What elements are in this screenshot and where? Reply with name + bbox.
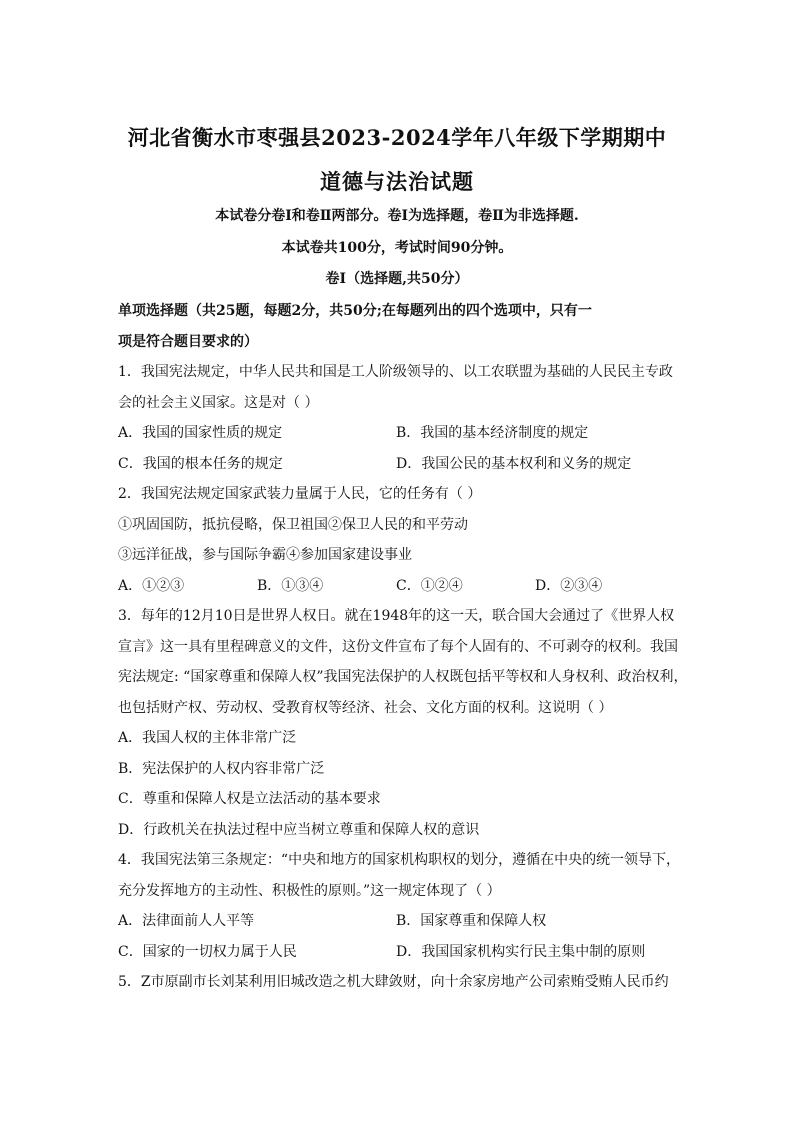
option-a: A．我国人权的主体非常广泛 (118, 730, 297, 746)
question-3 (118, 601, 688, 845)
question-stem: 也包括财产权、劳动权、受教育权等经济、社会、文化方面的权利。这说明（ ） (118, 699, 613, 716)
option-a: A．我国的国家性质的规定 (118, 425, 283, 441)
option-b: B．国家尊重和保障人权 (396, 913, 547, 929)
question-stem: 2．我国宪法规定国家武装力量属于人民，它的任务有（ ） (118, 486, 482, 502)
question-stem: 1．我国宪法规定，中华人民共和国是工人阶级领导的、以工农联盟为基础的人民民主专政 (118, 364, 673, 380)
question-statement: ③远洋征战，参与国际争霸④参加国家建设事业 (118, 547, 412, 563)
question-stem: 5．Z市原副市长刘某利用旧城改造之机大肆敛财，向十余家房地产公司索贿受贿人民币约 (118, 974, 669, 990)
option-b: B．①③④ (257, 577, 324, 594)
option-c: C．①②④ (396, 577, 463, 594)
exam-note-score-time: 本试卷共100分，考试时间90分钟。 (281, 240, 513, 256)
question-stem: 充分发挥地方的主动性、积极性的原则。”这一规定体现了（ ） (118, 882, 501, 899)
option-c: C．我国的根本任务的规定 (118, 455, 283, 472)
section-instruction: 单项选择题（共25题，每题2分，共50分;在每题列出的四个选项中，只有一 (118, 303, 592, 319)
option-a: A．法律面前人人平等 (118, 913, 255, 929)
option-d: D．行政机关在执法过程中应当树立尊重和保障人权的意识 (118, 821, 480, 838)
question-1 (118, 357, 688, 479)
part-one-heading: 卷Ⅰ（选择题,共50分） (325, 271, 469, 287)
question-5 (118, 967, 688, 998)
option-b: B．宪法保护的人权内容非常广泛 (118, 760, 325, 777)
exam-note-structure: 本试卷分卷Ⅰ和卷Ⅱ两部分。卷Ⅰ为选择题，卷Ⅱ为非选择题. (215, 208, 579, 224)
exam-content (118, 296, 688, 998)
option-c: C．国家的一切权力属于人民 (118, 943, 297, 960)
question-stem: 宣言》这一具有里程碑意义的文件，这份文件宣布了每个人固有的、不可剥夺的权利。我国 (118, 638, 678, 655)
exam-title: 河北省衡水市枣强县2023-2024学年八年级下学期期中 (127, 125, 667, 150)
question-stem: 4．我国宪法第三条规定：“中央和地方的国家机构职权的划分，遵循在中央的统一领导下， (118, 852, 681, 868)
option-a: A．①②③ (118, 577, 185, 594)
option-d: D．我国公民的基本权利和义务的规定 (396, 455, 632, 472)
question-stem: 宪法规定: “国家尊重和保障人权”我国宪法保护的人权既包括平等权和人身权利、政治权利， (118, 669, 688, 685)
question-2 (118, 479, 688, 601)
question-statement: ①巩固国防，抵抗侵略，保卫祖国②保卫人民的和平劳动 (118, 516, 468, 533)
section-instruction-cont: 项是符合题目要求的） (118, 333, 258, 350)
exam-subject-title: 道德与法治试题 (320, 169, 474, 194)
option-d: D．②③④ (535, 577, 603, 594)
option-d: D．我国国家机构实行民主集中制的原则 (396, 943, 646, 960)
question-4 (118, 845, 688, 967)
question-stem: 3．每年的12月10日是世界人权日。就在1948年的这一天，联合国大会通过了《世界人权 (118, 608, 675, 624)
question-stem: 会的社会主义国家。这是对（ ） (118, 394, 319, 411)
option-c: C．尊重和保障人权是立法活动的基本要求 (118, 791, 381, 807)
option-b: B．我国的基本经济制度的规定 (396, 425, 589, 441)
